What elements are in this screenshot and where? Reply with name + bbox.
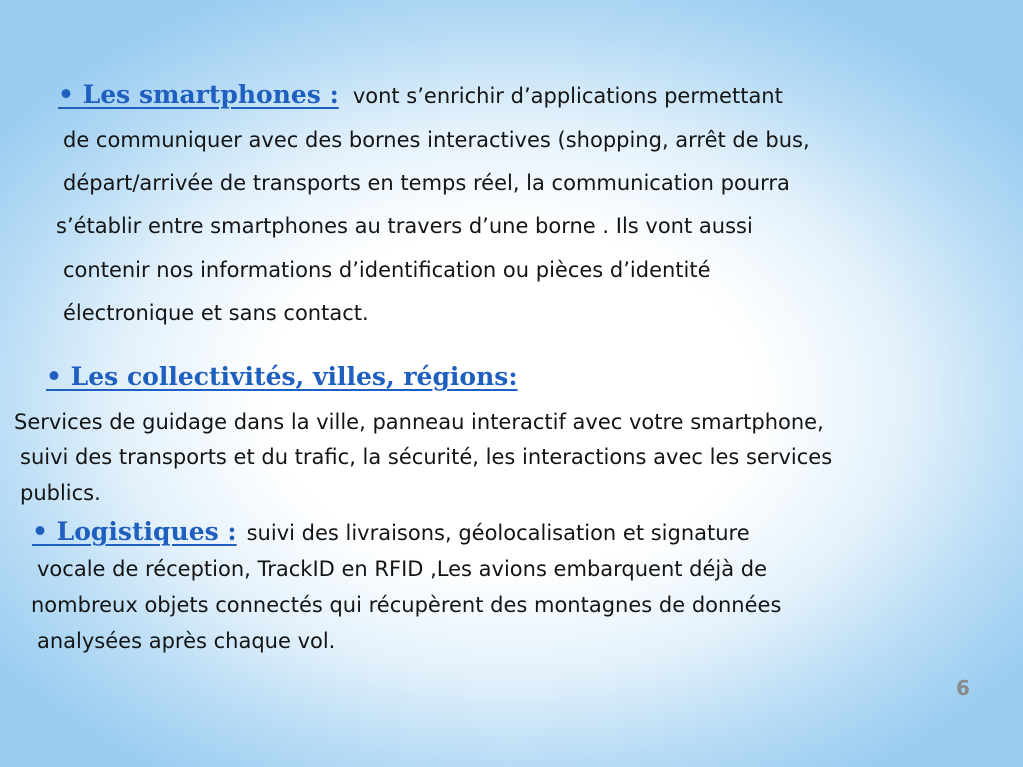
page-number: 6 bbox=[956, 676, 970, 700]
logistiques-text-2: vocale de réception, TrackID en RFID ,Les avions embarquent déjà de bbox=[37, 557, 768, 581]
smartphones-text-6: électronique et sans contact. bbox=[63, 301, 369, 325]
heading-smartphones: • Les smartphones : bbox=[58, 80, 339, 109]
collectivites-text-2: suivi des transports et du trafic, la sécurité, les interactions avec les services bbox=[20, 445, 833, 469]
section-smartphones-line-1 bbox=[58, 82, 783, 109]
collectivites-text-3: publics. bbox=[20, 481, 101, 505]
smartphones-text-3: départ/arrivée de transports en temps réel, la communication pourra bbox=[63, 171, 790, 195]
logistiques-text-4: analysées après chaque vol. bbox=[37, 629, 336, 653]
section-collectivites-line-1 bbox=[46, 364, 532, 391]
smartphones-text-2: de communiquer avec des bornes interactives (shopping, arrêt de bus, bbox=[63, 128, 810, 152]
section-logistiques-line-1 bbox=[32, 519, 750, 546]
logistiques-text-3: nombreux objets connectés qui récupèrent des montagnes de données bbox=[31, 593, 782, 617]
smartphones-text-4: s’établir entre smartphones au travers d’une borne . Ils vont aussi bbox=[56, 214, 753, 238]
logistiques-text-1: suivi des livraisons, géolocalisation et signature bbox=[246, 521, 750, 545]
heading-logistiques: • Logistiques : bbox=[32, 517, 237, 546]
heading-collectivites: • Les collectivités, villes, régions: bbox=[46, 362, 518, 391]
smartphones-text-1: vont s’enrichir d’applications permettant bbox=[352, 84, 783, 108]
smartphones-text-5: contenir nos informations d’identification ou pièces d’identité bbox=[63, 258, 711, 282]
collectivites-text-1: Services de guidage dans la ville, panneau interactif avec votre smartphone, bbox=[14, 410, 824, 434]
